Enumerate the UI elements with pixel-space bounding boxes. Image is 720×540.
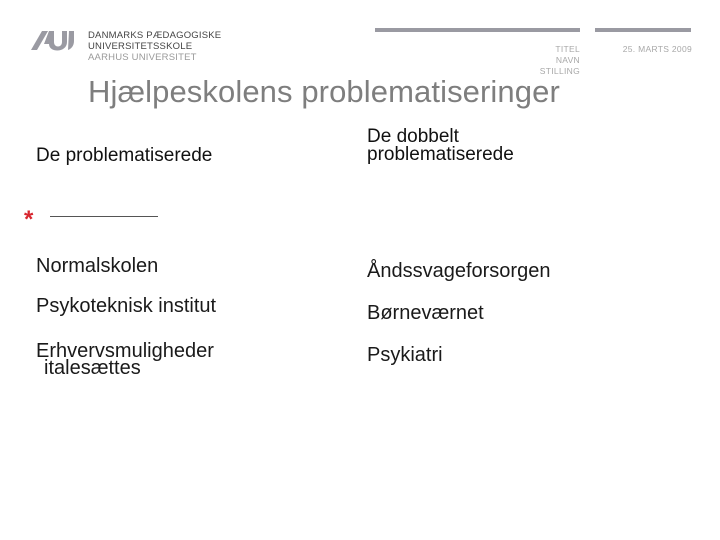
right-heading-line: problematiserede [367, 144, 514, 165]
header-bar-right [595, 28, 691, 32]
institution-line: DANMARKS PÆDAGOGISKE [88, 30, 222, 41]
meta-title: TITEL [555, 44, 580, 54]
meta-name: NAVN [555, 55, 580, 65]
meta-position: STILLING [539, 66, 580, 76]
left-column-heading: De problematiserede [36, 145, 213, 166]
left-list-item: Psykoteknisk institut [36, 295, 217, 317]
left-list-item: Normalskolen [36, 255, 159, 277]
left-item-line: Erhvervsmuligheder [36, 340, 214, 362]
presenter-meta [520, 44, 580, 77]
divider-line [50, 216, 158, 217]
right-list-item: Åndssvageforsorgen [367, 260, 551, 282]
right-list-item: Børneværnet [367, 302, 484, 324]
au-logo-icon [28, 27, 78, 53]
institution-line: UNIVERSITETSSKOLE [88, 41, 193, 52]
right-list-item: Psykiatri [367, 344, 443, 366]
left-list-item [36, 340, 316, 379]
left-item-line: italesættes [44, 357, 141, 379]
header-bar-left [375, 28, 580, 32]
institution-name [88, 30, 221, 63]
slide-date: 25. MARTS 2009 [622, 44, 692, 54]
institution-line: AARHUS UNIVERSITET [88, 52, 197, 63]
right-column-heading [367, 128, 514, 164]
right-heading-line: De dobbelt [367, 126, 459, 147]
asterisk-icon: * [24, 206, 34, 233]
slide-title: Hjælpeskolens problematiseringer [88, 74, 560, 109]
